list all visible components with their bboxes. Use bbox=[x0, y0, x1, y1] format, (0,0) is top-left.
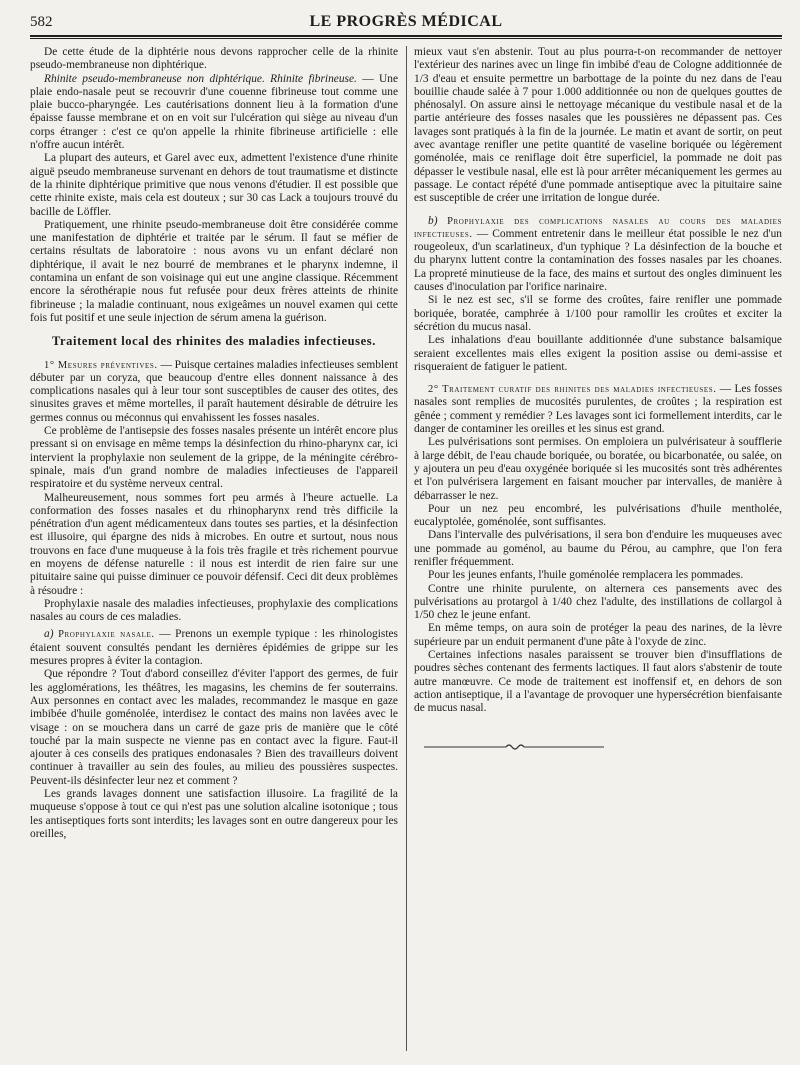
paragraph bbox=[414, 215, 782, 295]
subheading: Rhinite pseudo-membraneuse non diphtérique. Rhinite fibrineuse. bbox=[44, 72, 357, 85]
subheading: Prophylaxie des complications nasales au cours des maladies infectieuses. bbox=[414, 215, 782, 240]
paragraph: Pratiquement, une rhinite pseudo-membraneuse doit être considérée comme une manifestation de diphtérie et traitée par le sérum. Il faut se méfier de certains résultats de laboratoire : nous avons vu un enfant déclaré non diphtérique, il avait le nez bourré de membranes et le pharynx indemne, il contamina un enfant de son voisinage qui eut une angine classique. Récemment encore la sérothérapie nous fut refusée pour deux frères atteints de rhinite fibrineuse ; la maladie continuant, nous exigeâmes un nouvel examen qui cette fois fut positif et une seule injection de sérum amena la guérison. bbox=[30, 218, 398, 324]
paragraph: Pour un nez peu encombré, les pulvérisations d'huile mentholée, eucalyptolée, goménolée, sont suffisantes. bbox=[414, 502, 782, 529]
paragraph: De cette étude de la diphtérie nous devons rapprocher celle de la rhinite pseudo-membraneuse non diphtérique. bbox=[30, 46, 398, 72]
list-marker: b) bbox=[428, 214, 438, 227]
paragraph: Dans l'intervalle des pulvérisations, il sera bon d'enduire les muqueuses avec une pommade au goménol, au baume du Pérou, au camphre, que l'on fera renifler fréquemment. bbox=[414, 529, 782, 568]
left-column bbox=[30, 46, 398, 1056]
paragraph-text: — Puisque certaines maladies infectieuses semblent débuter par un coryza, que beaucoup d'entre elles donnent naissance à des complications nasales qui à leur tour sont susceptibles de causer des otites, des sinusites graves et même mortelles, il paraît hautement désirable de détruire les germes connus ou méconnus qui envahissent les fosses nasales. bbox=[30, 358, 398, 424]
paragraph bbox=[30, 359, 398, 425]
paragraph: Que répondre ? Tout d'abord conseillez d'éviter l'apport des germes, de fuir les agglomérations, les théâtres, les magasins, les chemins de fer souterrains. Aux personnes en contact avec les malades, recommandez le masque en gaze imbibée d'huile goménolée, interdisez le contact des mains non lavées avec le visage : on se mouchera dans un carré de gaze pris de manière que le côté touché par la main suspecte ne vienne pas en contact avec la figure. Faut-il ajouter à ces conseils des pratiques endonasales ? Bien des travailleurs doivent continuer à travailler au sein des foules, au milieu des poussières suspectes. Peuvent-ils désinfecter leur nez et comment ? bbox=[30, 668, 398, 787]
paragraph bbox=[30, 628, 398, 668]
page-header bbox=[30, 10, 782, 34]
paragraph: Malheureusement, nous sommes fort peu armés à l'heure actuelle. La conformation des fosses nasales et du rhinopharynx rend très difficile la pénétration d'un agent médicamenteux dans toutes ses parties, et la désinfection est illusoire, qui épargne des nids à microbes. En outre et surtout, nous nous trouvons en face d'une muqueuse à la fois très fragile et très richement pourvue en moyens de défense naturelle : il nous est interdit de rien faire sur une pituitaire saine qui puisse diminuer ce pouvoir défensif. Ceci dit deux problèmes à résoudre : bbox=[30, 491, 398, 597]
page-number: 582 bbox=[30, 14, 53, 30]
journal-title: LE PROGRÈS MÉDICAL bbox=[309, 13, 503, 30]
paragraph: Les pulvérisations sont permises. On emploiera un pulvérisateur à soufflerie à large débit, de l'eau chaude boriquée, ou boratée, ou bicarbonatée, ou salée, on y ajoutera un peu d'eau oxygénée boriquée si les mucosités sont très adhérentes et l'on pulvérisera largement en faisant moucher par intervalles, de manière à débarrasser le nez. bbox=[414, 436, 782, 502]
subheading: 1° Mesures préventives. bbox=[44, 359, 158, 371]
paragraph: Les inhalations d'eau bouillante additionnée d'une substance balsamique seraient excellentes mais elles exigent la position assise ou demi-assise et risqueraient de fatiguer le patient. bbox=[414, 334, 782, 373]
column-divider bbox=[406, 46, 407, 1051]
paragraph: Certaines infections nasales paraissent se trouver bien d'insufflations de poudres sèches contenant des ferments lactiques. Il faut alors s'abstenir de toute autre manœuvre. Ce mode de traitement est inoffensif et, en dehors de son action antiseptique, il a l'avantage de provoquer une hypersécrétion bienfaisante de mucus nasal. bbox=[414, 649, 782, 715]
subheading: Prophylaxie nasale. bbox=[58, 629, 155, 641]
paragraph: Si le nez est sec, s'il se forme des croûtes, faire renifler une pommade boriquée, boratée, camphrée à 1/100 pour ramollir les croûtes et exciter la sécrétion du mucus nasal. bbox=[414, 294, 782, 333]
paragraph: En même temps, on aura soin de protéger la peau des narines, de la lèvre supérieure par un enduit permanent d'une pâte à l'oxyde de zinc. bbox=[414, 622, 782, 648]
paragraph: Les grands lavages donnent une satisfaction illusoire. La fragilité de la muqueuse s'oppose à tout ce qui n'est pas une solution alcaline isotonique ; tous les antiseptiques forts sont interdits; les lavages sont en outre dangereux pour les oreilles, bbox=[30, 788, 398, 840]
paragraph: mieux vaut s'en abstenir. Tout au plus pourra-t-on recommander de nettoyer l'extérieur des narines avec un linge fin imbibé d'eau de Cologne additionnée de 1/3 d'eau et ensuite permettre un barbottage de la pointe du nez dans de l'eau bouillie chaude salée à 7 pour 1.000 additionnée ou non de quelques gouttes de phénosalyl. On assure ainsi le nettoyage mécanique du vestibule nasal et de la partie antérieure des fosses nasales que les poussières ne dépassent pas. Ces lavages sont pratiqués à la fin de la journée. Le matin et avant de sortir, on peut avec avantage renifler une petite quantité de vaseline boriquée ou légèrement goménolée, mais ce reniflage doit être superficiel, la pommade ne doit pas dépasser le vestibule nasal, elle est là pour arrêter mécaniquement les germes au passage. Le contact répété d'une pommade antiseptique avec la pituitaire saine est susceptible de créer une irritation de longue durée. bbox=[414, 46, 782, 205]
paragraph bbox=[414, 383, 782, 436]
paragraph bbox=[30, 73, 398, 153]
paragraph-text: — Une plaie endo-nasale peut se recouvrir d'une couenne fibrineuse tout comme une plaie bucco-pharyngée. Les cautérisations donnent lieu à la formation d'une épaisse fausse membrane et on en voit sur l'ulcération qui siège au niveau d'un corps étranger : c'est ce qu'on appelle la rhinite fibrineuse artificielle : elle n'offre aucun intérêt. bbox=[30, 72, 398, 152]
paragraph-text: — Les fosses nasales sont remplies de mucosités purulentes, de croûtes ; la respiration est gênée ; comment y remédier ? Les lavages sont ici formellement interdits, car le danger de contaminer les oreilles et les sinus est grand. bbox=[414, 383, 782, 436]
paragraph: Contre une rhinite purulente, on alternera ces pansements avec des pulvérisations au protargol à 1/40 chez l'adulte, des instillations de collargol à 1/50 chez le jeune enfant. bbox=[414, 582, 782, 622]
end-ornament bbox=[414, 740, 614, 754]
subheading: 2° Traitement curatif des rhinites des maladies infectieuses. bbox=[428, 384, 717, 396]
paragraph-text: — Comment entretenir dans le meilleur état possible le nez d'un rougeoleux, d'un scarlatineux, d'un typhique ? La désinfection de la bouche et du pharynx luttent contre la contamination des fosses nasales par les choanes. La propreté minutieuse de la face, des mains et surtout des ongles diminuent les causes d'inoculation par l'orifice narinaire. bbox=[414, 227, 782, 294]
paragraph: Pour les jeunes enfants, l'huile goménolée remplacera les pommades. bbox=[428, 569, 744, 582]
header-rule bbox=[30, 35, 782, 39]
right-column bbox=[414, 46, 782, 1056]
paragraph-text: — Prenons un exemple typique : les rhinologistes étaient souvent consultés pendant les dernières épidémies de grippe sur les mesures propres à éviter la contagion. bbox=[30, 628, 398, 668]
section-title: Traitement local des rhinites des maladies infectieuses. bbox=[52, 334, 376, 349]
paragraph: Ce problème de l'antisepsie des fosses nasales présente un intérêt encore plus pressant si on envisage en même temps la désinfection du rhino-pharynx car, ici intervient la prophylaxie non seulement de la grippe, de la méningite cérébro-spinale, mais d'un grand nombre de maladies infectieuses de l'appareil respiratoire et du système nerveux central. bbox=[30, 425, 398, 491]
paragraph: Prophylaxie nasale des maladies infectieuses, prophylaxie des complications nasales au cours de ces maladies. bbox=[30, 597, 398, 624]
paragraph: La plupart des auteurs, et Garel avec eux, admettent l'existence d'une rhinite aiguë pseudo membraneuse survenant en dehors de tout traumatisme et distincte de la rhinite diphtérique primitive que nous venons d'étudier. Il est possible que cette rhinite existe, mais cela est douteux ; sur 30 cas Lack a toujours trouvé du bacille de Löffler. bbox=[30, 152, 398, 218]
list-marker: a) bbox=[44, 628, 54, 641]
